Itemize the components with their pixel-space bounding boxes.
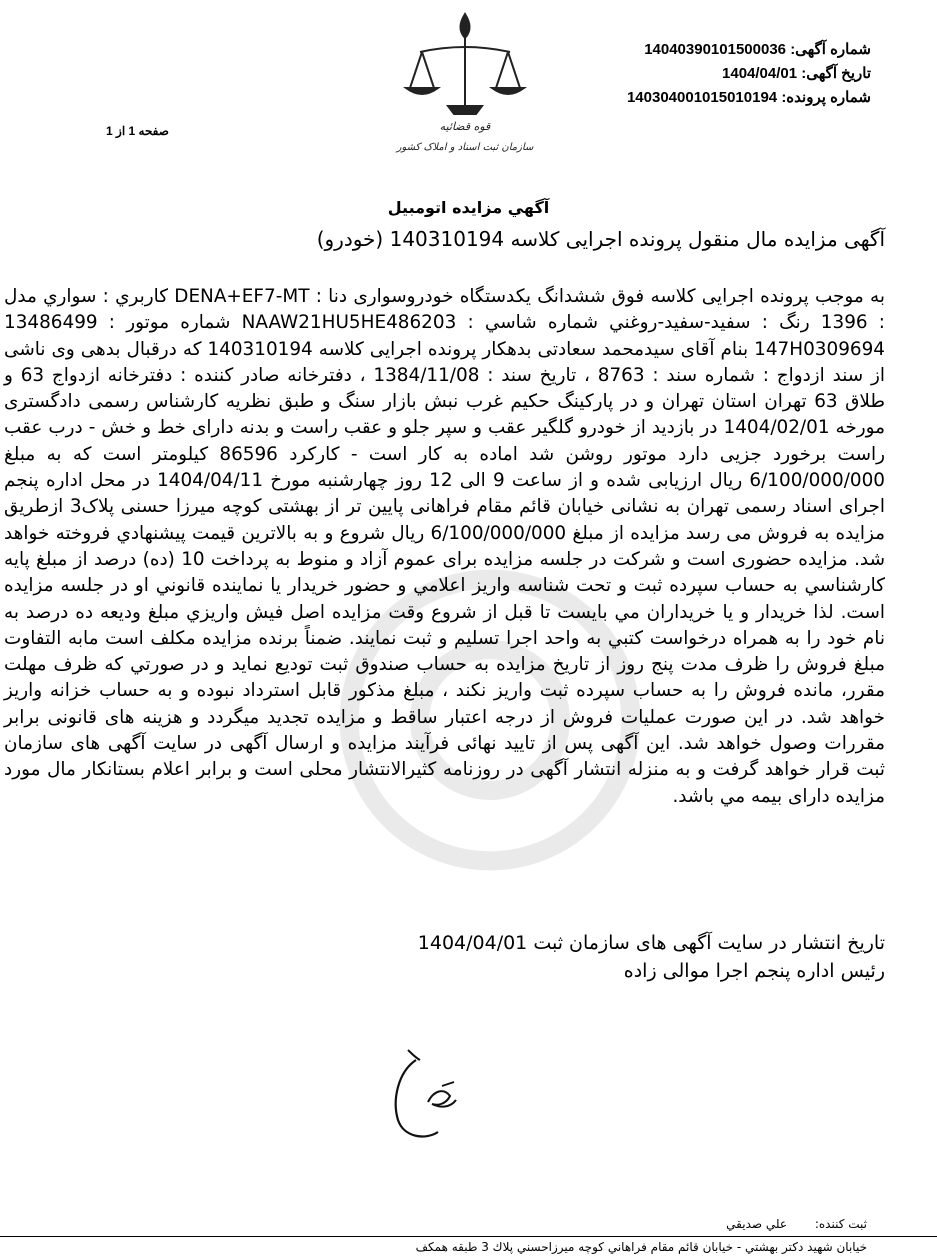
- registrar-line: [607, 1217, 867, 1231]
- signer-title: رئیس اداره پنجم اجرا موالی زاده: [623, 960, 885, 982]
- judiciary-emblem: [380, 8, 550, 158]
- ad-number-label: شماره آگهی:: [790, 41, 871, 58]
- registrar-name: علي صديقي: [726, 1217, 788, 1231]
- publication-date-line: تاریخ انتشار در سایت آگهی های سازمان ثبت 1404/04/01: [417, 932, 885, 954]
- handwritten-signature: [346, 1020, 486, 1150]
- ad-number-value: 14040390101500036: [644, 41, 787, 58]
- case-number-label: شماره پرونده:: [781, 89, 871, 106]
- emblem-caption-2: سازمان ثبت اسناد و املاک کشور: [396, 142, 534, 153]
- ad-date-label: تاریخ آگهی:: [801, 65, 871, 82]
- ad-date-row: [541, 62, 871, 86]
- page-title: آگهي مزايده اتومبيل: [387, 198, 550, 217]
- case-number-row: [541, 86, 871, 110]
- page-subtitle: آگهی مزایده مال منقول پرونده اجرایی کلاسه 140310194 (خودرو): [316, 227, 885, 251]
- ad-meta: [541, 38, 871, 110]
- page-number: صفحه 1 از 1: [106, 124, 169, 138]
- case-number-value: 140304001015010194: [626, 89, 778, 106]
- registrar-label: ثبت كننده:: [814, 1217, 867, 1231]
- footer-address: خيابان شهيد دكتر بهشتي - خيابان قائم مقام فراهاني كوچه ميرزاحسني پلاك 3 طبقه همكف: [415, 1240, 867, 1254]
- ad-number-row: [541, 38, 871, 62]
- footer-divider: [0, 1236, 937, 1237]
- ad-date-value: 1404/04/01: [722, 65, 798, 82]
- emblem-caption-1: قوه قضائیه: [439, 120, 491, 133]
- auction-body: به موجب پرونده اجرایی کلاسه فوق ششدانگ یکدستگاه خودروسواری دنا : DENA+EF7-MT كاربري : سواري مدل : 1396 رنگ : سفيد-سفيد-روغني شماره شاسي : NAAW21HU5HE486203 شماره موتور : 13486499 147H0309694 بنام آقای سیدمحمد سعادتی بدهکار پرونده اجرایی کلاسه 140310194 که درقبال بدهی وی ناشی از سند ازدواج : شماره سند : 8763 ، تاریخ سند : 1384/11/08 ، دفترخانه صادر کننده : دفترخانه ازدواج 63 و طلاق 63 تهران استان تهران و در پارکینگ حکیم غرب نبش بازار سنگ و طبق نظریه کارشناس رسمی دادگستری مورخه 1404/02/01 در بازدید از خودرو گلگیر عقب و سپر جلو و عقب راست و بدنه دارای خط و خش - درب عقب راست برخورد جزیی دارد موتور روشن شد اماده به کار است - کارکرد 86596 کیلومتر است که به مبلغ 6/100/000/000 ریال ارزیابی شده و از ساعت 9 الی 12 روز چهارشنبه مورخ 1404/04/11 در محل اداره پنجم اجرای اسناد رسمی تهران به نشانی خیابان قائم مقام فراهانی پایین تر از بهشتی کوچه میرزا حسنی پلاک3 ازطریق مزایده به فروش می رسد مزایده از مبلغ 6/100/000/000 ریال شروع و به بالاترين قيمت پيشنهادي فروخته خواهد شد. مزایده حضوری است و شرکت در جلسه مزایده برای عموم آزاد و منوط به پرداخت 10 (ده) درصد از مبلغ پايه كارشناسي به حساب سپرده ثبت و تحت شناسه واريز اعلامي و حضور خريدار يا نماينده قانوني او در جلسه مزايده است. لذا خريدار و يا خريداران مي بايست تا قبل از شروع وقت مزايده اصل فيش واريزي مبلغ وديعه ده درصد به نام خود را به همراه درخواست كتبي به واحد اجرا تسليم و ثبت نمايند. ضمناً برنده مزايده مكلف است مابه التفاوت مبلغ فروش را ظرف مدت پنج روز از تاريخ مزايده به حساب صندوق ثبت توديع نمايد و در صورتي كه ظرف مهلت مقرر، مانده فروش را به حساب سپرده ثبت واريز نكند ، مبلغ مذكور قابل استرداد نبوده و به حساب خزانه واريز خواهد شد. در این صورت عملیات فروش از درجه اعتبار ساقط و مزایده تجدید میگردد و هزینه های قانونی برابر مقررات وصول خواهد شد. این آگهی پس از تایید نهائی فرآیند مزایده و ارسال آگهی در سایت آگهی های سازمان ثبت قرار خواهد گرفت و به منزله انتشار آگهی در روزنامه کثیرالانتشار محلی است و برابر اعلام بستانکار مال مورد مزایده دارای بیمه مي باشد.: [4, 286, 886, 807]
